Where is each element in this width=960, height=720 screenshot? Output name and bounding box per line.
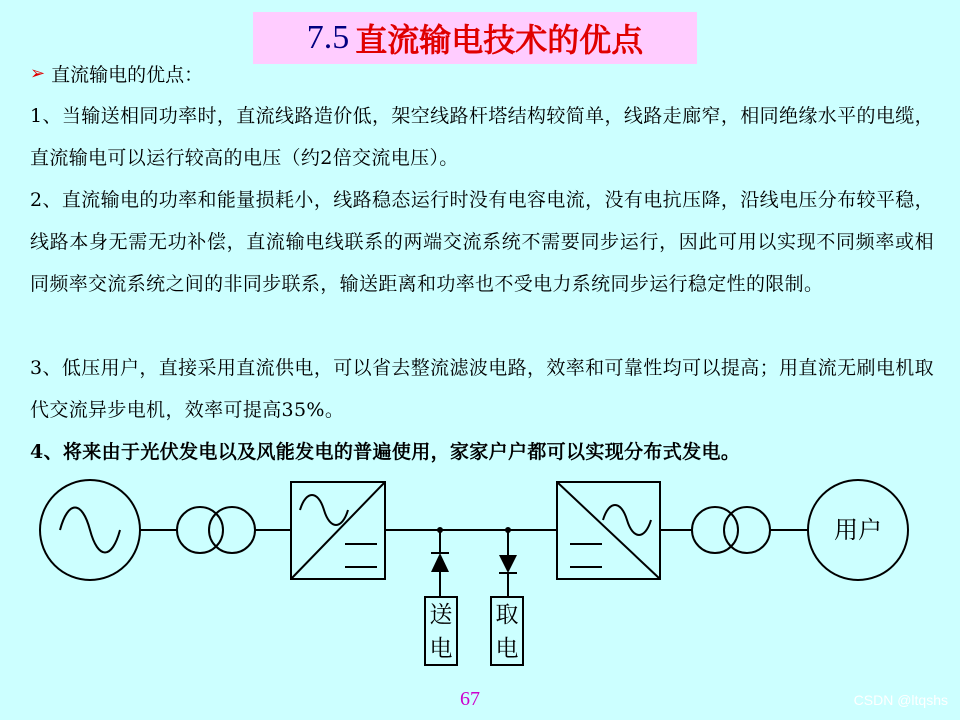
paragraph-4: 4、将来由于光伏发电以及风能发电的普遍使用，家家户户都可以实现分布式发电。 [30,441,741,463]
page-number: 67 [460,688,480,710]
send-label-2: 电 [429,636,453,662]
junction-dot-2 [505,527,511,533]
paragraph-3: 3、低压用户，直接采用直流供电，可以省去整流滤波电路，效率和可靠性均可以提高；用直流无刷电机取代交流异步电机，效率可提高35%。 [30,357,934,421]
dc-transmission-diagram [0,470,960,680]
inverter-icon [557,482,660,579]
send-label-1: 送 [429,602,453,628]
section-heading [30,60,203,87]
bullet-arrow-icon: ➢ [30,63,46,84]
take-diode-triangle [499,555,517,573]
send-diode-triangle [431,553,449,572]
transformer-2-icon [692,507,770,553]
ac-source-icon [40,480,140,580]
title-banner [253,12,697,64]
paragraph-1: 1、当输送相同功率时，直流线路造价低，架空线路杆塔结构较简单，线路走廊窄，相同绝缘水平的电缆，直流输电可以运行较高的电压（约2倍交流电压）。 [30,105,934,169]
take-label-1: 取 [495,602,519,628]
watermark: CSDN @ltqshs [853,692,948,708]
page-title: 直流输电技术的优点 [355,21,644,59]
paragraph-2: 2、直流输电的功率和能量损耗小，线路稳态运行时没有电容电流，没有电抗压降，沿线电压分布较平稳，线路本身无需无功补偿，直流输电线联系的两端交流系统不需要同步运行，因此可用以实现不同频率或相同频率交流系统之间的非同步联系，输送距离和功率也不受电力系统同步运行稳定性的限制。 [30,189,934,295]
junction-dot-1 [437,527,443,533]
take-label-2: 电 [495,636,519,662]
heading-text: 直流输电的优点： [51,64,204,86]
user-label: 用户 [834,516,882,544]
transformer-1-icon [177,507,255,553]
section-number: 7.5 [306,19,350,56]
rectifier-icon [291,482,385,579]
